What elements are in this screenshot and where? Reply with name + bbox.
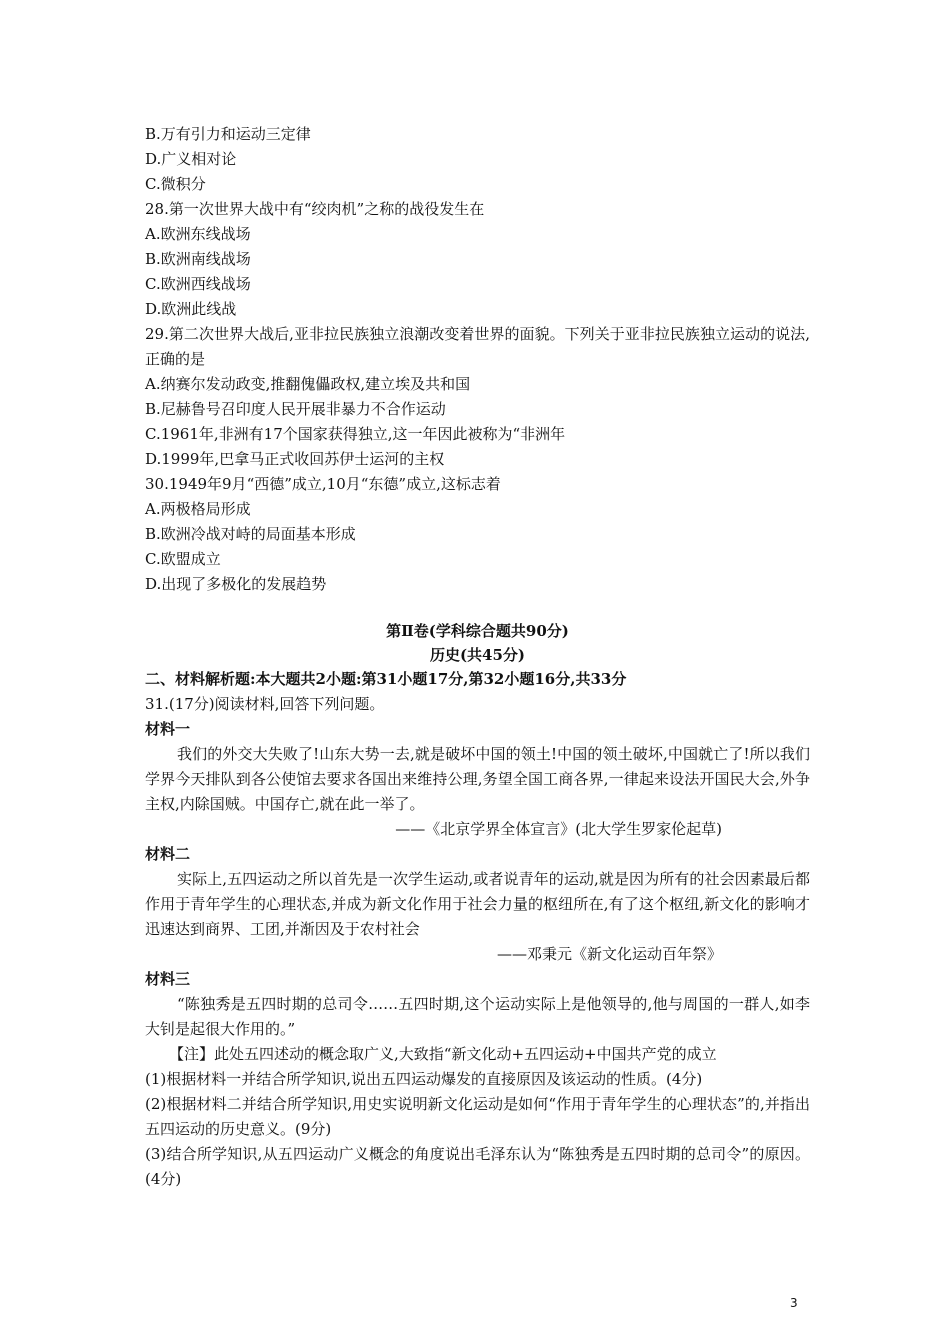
page-number: 3 — [790, 1296, 798, 1310]
material-2-source: ——邓秉元《新文化运动百年祭》 — [496, 945, 722, 963]
q30-option-a: A.两极格局形成 — [145, 500, 251, 518]
q30-stem: 30.1949年9月“西德”成立,10月“东德”成立,这标志着 — [145, 475, 501, 493]
q28-option-c: C.欧洲西线战场 — [145, 275, 251, 293]
q28-option-b: B.欧洲南线战场 — [145, 250, 251, 268]
q29-option-b: B.尼赫鲁号召印度人民开展非暴力不合作运动 — [145, 400, 446, 418]
prev-option-c: C.微积分 — [145, 175, 206, 193]
q30-option-b: B.欧洲冷战对峙的局面基本形成 — [145, 525, 356, 543]
note: 【注】此处五四述动的概念取广义,大致指“新文化动+五四运动+中国共产党的成立 — [169, 1045, 717, 1063]
material-1-text: 我们的外交大失败了!山东大势一去,就是破坏中国的领土!中国的领土破坏,中国就亡了!所以我们学界今天排队到各公使馆去要求各国出来维持公理,务望全国工商各界,一律起来设法开国民大会,外争主权,内除国贼。中国存亡,就在此一举了。 — [145, 745, 810, 813]
q30-option-c: C.欧盟成立 — [145, 550, 221, 568]
sub-question-1: (1)根据材料一并结合所学知识,说出五四运动爆发的直接原因及该运动的性质。(4分) — [145, 1070, 703, 1088]
material-3-text: “陈独秀是五四时期的总司令……五四时期,这个运动实际上是他领导的,他与周国的一群人,如李大钊是起很大作用的。” — [145, 995, 810, 1038]
sub-question-2: (2)根据材料二并结合所学知识,用史实说明新文化运动是如何“作用于青年学生的心理状态”的,并指出五四运动的历史意义。(9分) — [145, 1095, 810, 1138]
q29-option-d: D.1999年,巴拿马正式收回苏伊士运河的主权 — [145, 450, 445, 468]
q28-stem: 28.第一次世界大战中有“绞肉机”之称的战役发生在 — [145, 200, 485, 218]
material-1-source: ——《北京学界全体宣言》(北大学生罗家伦起草) — [395, 820, 722, 838]
q30-option-d: D.出现了多极化的发展趋势 — [145, 575, 327, 593]
sub-question-3: (3)结合所学知识,从五四运动广义概念的角度说出毛泽东认为“陈独秀是五四时期的总司令”的原因。(4分) — [145, 1145, 810, 1188]
section-subtitle: 历史(共45分) — [429, 646, 526, 664]
prev-option-d: D.广义相对论 — [145, 150, 237, 168]
q28-option-d: D.欧洲此线战 — [145, 300, 237, 318]
section-heading: 二、材料解析题:本大题共2小题:第31小题17分,第32小题16分,共33分 — [145, 670, 627, 688]
q28-option-a: A.欧洲东线战场 — [145, 225, 251, 243]
q29-option-c: C.1961年,非洲有17个国家获得独立,这一年因此被称为“非洲年 — [145, 425, 566, 443]
material-1-label: 材料一 — [145, 720, 191, 738]
material-2-label: 材料二 — [145, 845, 191, 863]
prev-option-b: B.万有引力和运动三定律 — [145, 125, 311, 143]
document-body — [145, 122, 810, 1192]
q31-stem: 31.(17分)阅读材料,回答下列问题。 — [145, 695, 385, 713]
material-2-text: 实际上,五四运动之所以首先是一次学生运动,或者说青年的运动,就是因为所有的社会因素最后都作用于青年学生的心理状态,并成为新文化作用于社会力量的枢纽所在,有了这个枢纽,新文化的影响才迅速达到商界、工团,并渐因及于农村社会 — [145, 870, 810, 938]
q29-stem: 29.第二次世界大战后,亚非拉民族独立浪潮改变着世界的面貌。下列关于亚非拉民族独立运动的说法,正确的是 — [145, 325, 810, 368]
section-title: 第Ⅱ卷(学科综合题共90分) — [386, 622, 569, 640]
q29-option-a: A.纳赛尔发动政变,推翻傀儡政权,建立埃及共和国 — [145, 375, 471, 393]
material-3-label: 材料三 — [145, 970, 191, 988]
